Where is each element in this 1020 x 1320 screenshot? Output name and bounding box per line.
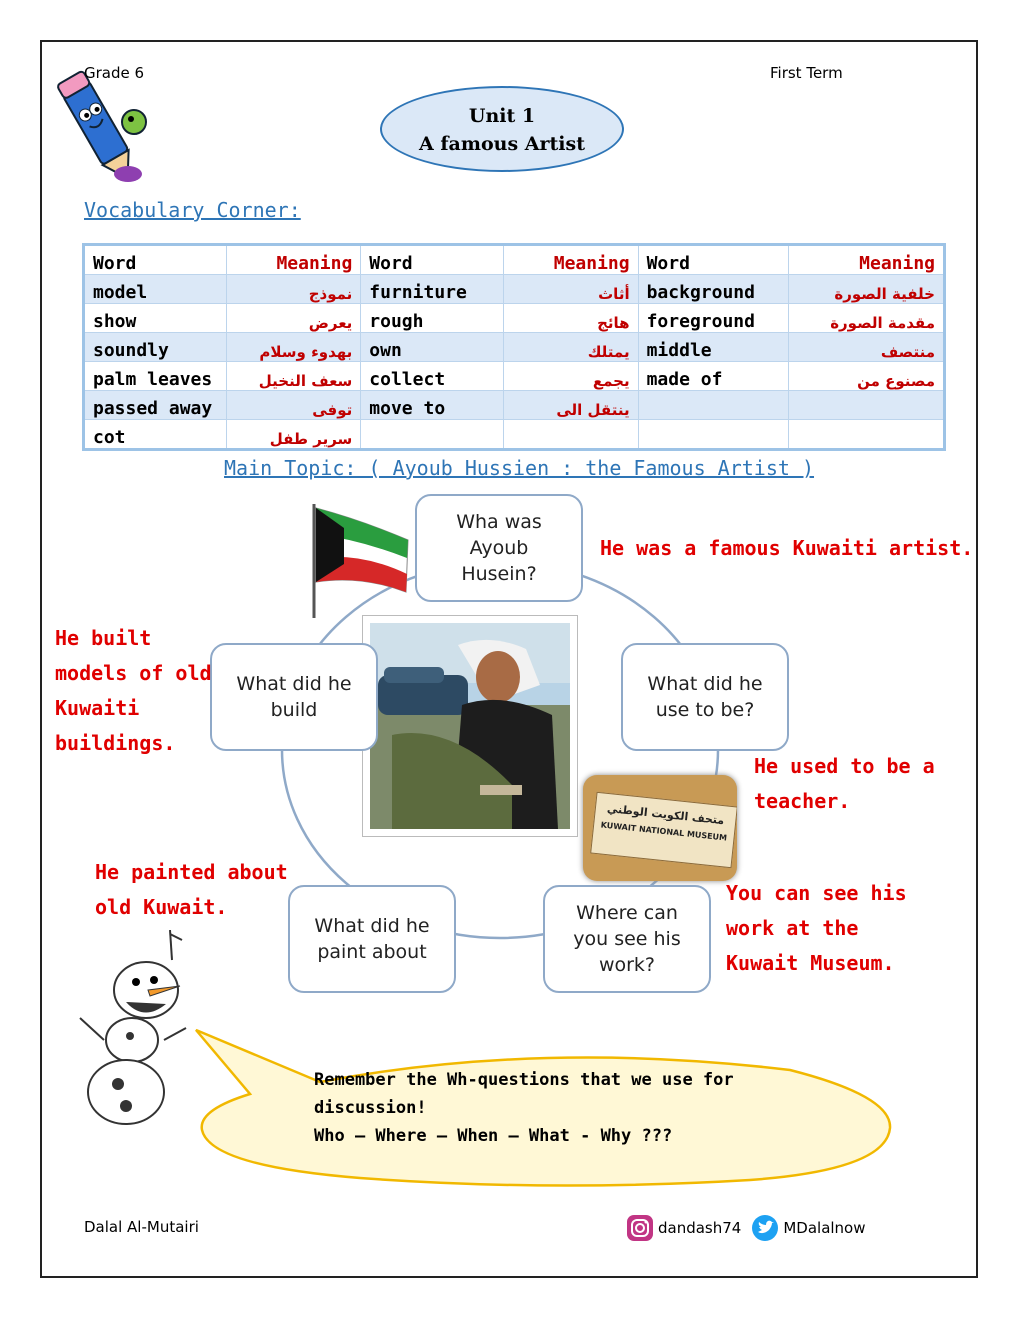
main-topic-title: Main Topic: ( Ayoub Hussien : the Famous Artist ) <box>224 456 815 480</box>
meaning-cell: منتصف <box>788 333 944 362</box>
table-row <box>84 275 945 304</box>
meaning-cell: يمتلك <box>504 333 638 362</box>
table-row <box>84 420 945 450</box>
meaning-cell <box>504 420 638 450</box>
answer-paint: He painted about old Kuwait. <box>95 860 288 919</box>
header-word: Word <box>361 245 504 275</box>
grade-label: Grade 6 <box>84 64 145 82</box>
question-text: Wha was Ayoub Husein? <box>456 511 542 585</box>
answer-who: He was a famous Kuwaiti artist. <box>600 536 974 560</box>
meaning-cell: يجمع <box>504 362 638 391</box>
word-cell: background <box>638 275 788 304</box>
meaning-cell: يعرض <box>227 304 361 333</box>
vocabulary-title: Vocabulary Corner: <box>84 198 301 222</box>
question-text: Where can you see his work? <box>573 902 681 976</box>
bubble-line-1: Remember the Wh-questions that we use for discussion! <box>314 1070 734 1118</box>
word-cell: foreground <box>638 304 788 333</box>
question-text: What did he use to be? <box>647 673 763 721</box>
meaning-cell: نموذج <box>227 275 361 304</box>
table-row <box>84 333 945 362</box>
table-row <box>84 304 945 333</box>
question-box-used-to-be <box>621 643 789 751</box>
answer-used-to-be: He used to be a teacher. <box>754 754 935 813</box>
header-meaning: Meaning <box>504 245 638 275</box>
unit-title-oval <box>380 86 624 172</box>
question-box-build <box>210 643 378 751</box>
unit-name: A famous Artist <box>419 133 585 155</box>
meaning-cell: توفى <box>227 391 361 420</box>
word-cell: soundly <box>84 333 227 362</box>
author-name: Dalal Al-Mutairi <box>84 1218 199 1236</box>
meaning-cell: بهدوء وسلام <box>227 333 361 362</box>
meaning-cell: سعف النخيل <box>227 362 361 391</box>
meaning-cell <box>788 391 944 420</box>
instagram-icon <box>626 1214 654 1242</box>
unit-number: Unit 1 <box>468 105 536 127</box>
museum-sign-english: KUWAIT NATIONAL MUSEUM <box>600 820 728 843</box>
header-meaning: Meaning <box>227 245 361 275</box>
word-cell <box>361 420 504 450</box>
vocabulary-table <box>82 243 946 451</box>
meaning-cell: مصنوع من <box>788 362 944 391</box>
header-word: Word <box>638 245 788 275</box>
meaning-cell: سرير طفل <box>227 420 361 450</box>
table-row <box>84 391 945 420</box>
word-cell: show <box>84 304 227 333</box>
question-text: What did he paint about <box>314 915 430 963</box>
question-box-paint <box>288 885 456 993</box>
header-word: Word <box>84 245 227 275</box>
twitter-handle[interactable]: MDalalnow <box>783 1219 866 1237</box>
table-row <box>84 362 945 391</box>
word-cell: collect <box>361 362 504 391</box>
word-cell: passed away <box>84 391 227 420</box>
answer-where: You can see his work at the Kuwait Museum. <box>726 881 907 975</box>
social-links <box>626 1214 866 1242</box>
bubble-line-2: Who – Where – When – What - Why ??? <box>314 1126 673 1146</box>
header-meaning: Meaning <box>788 245 944 275</box>
word-cell: rough <box>361 304 504 333</box>
meaning-cell: أثاث <box>504 275 638 304</box>
word-cell: model <box>84 275 227 304</box>
word-cell <box>638 391 788 420</box>
instagram-handle[interactable]: dandash74 <box>658 1219 742 1237</box>
word-cell: made of <box>638 362 788 391</box>
meaning-cell: خلفية الصورة <box>788 275 944 304</box>
table-header-row <box>84 245 945 275</box>
meaning-cell: ينتقل الى <box>504 391 638 420</box>
kuwait-flag-icon <box>306 500 412 620</box>
snowman-icon <box>74 930 194 1130</box>
word-cell: cot <box>84 420 227 450</box>
museum-sign-photo <box>583 775 737 881</box>
word-cell: palm leaves <box>84 362 227 391</box>
question-box-where <box>543 885 711 993</box>
question-text: What did he build <box>236 673 352 721</box>
bubble-text <box>314 1066 794 1150</box>
meaning-cell <box>788 420 944 450</box>
twitter-icon <box>751 1214 779 1242</box>
word-cell <box>638 420 788 450</box>
meaning-cell: هائج <box>504 304 638 333</box>
museum-sign-arabic: متحف الكويت الوطني <box>606 801 725 828</box>
word-cell: own <box>361 333 504 362</box>
word-cell: middle <box>638 333 788 362</box>
word-cell: move to <box>361 391 504 420</box>
artist-photo <box>362 615 578 837</box>
question-box-who <box>415 494 583 602</box>
answer-build: He built models of old Kuwaiti buildings. <box>55 626 212 755</box>
meaning-cell: مقدمة الصورة <box>788 304 944 333</box>
word-cell: furniture <box>361 275 504 304</box>
term-label: First Term <box>770 64 843 82</box>
